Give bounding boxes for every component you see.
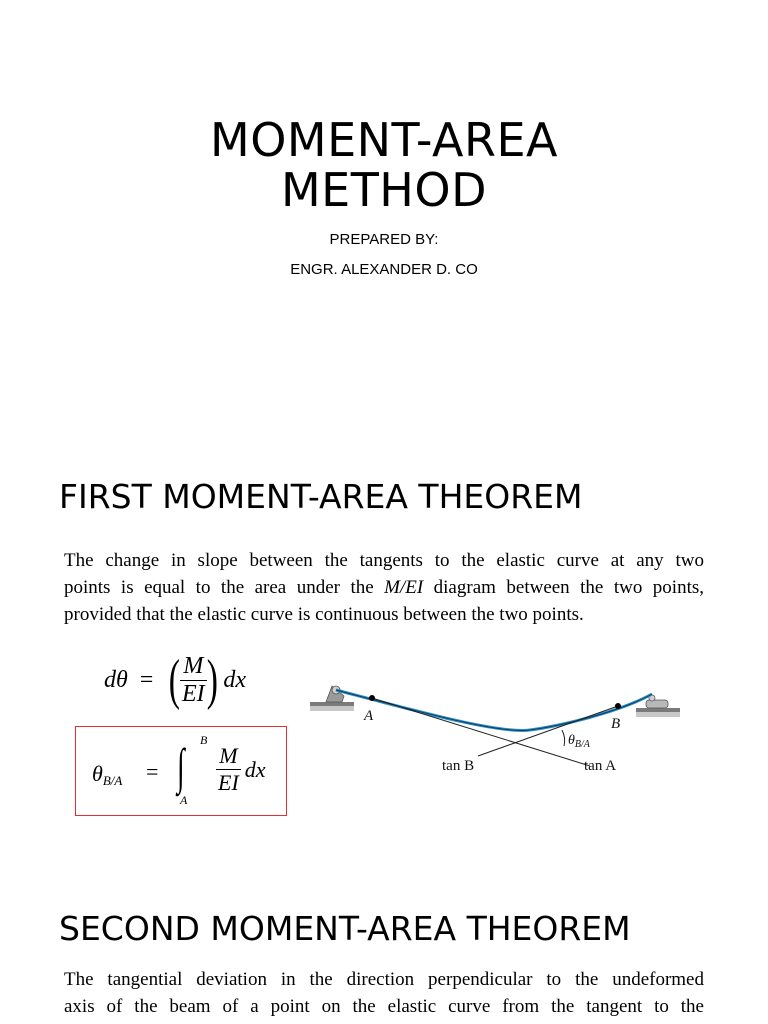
label-point-a: A: [364, 708, 374, 724]
eq2-dx: dx: [244, 756, 266, 782]
label-tan-b: tan B: [442, 758, 475, 774]
first-theorem-heading: FIRST MOMENT-AREA THEOREM: [59, 477, 583, 516]
eq2-denominator: EI: [218, 770, 239, 795]
label-point-b: B: [611, 716, 621, 732]
elastic-curve-diagram: [300, 672, 700, 792]
left-pin-support: [310, 686, 354, 711]
author-name: ENGR. ALEXANDER D. CO: [290, 261, 478, 278]
first-theorem-text: [64, 547, 704, 628]
equation-d-theta: [104, 648, 246, 712]
eq1-denominator: EI: [182, 680, 205, 707]
eq2-upper-limit: B: [200, 733, 208, 747]
label-tan-a: tan A: [584, 758, 617, 774]
tangent-line-a: [372, 698, 590, 766]
eq2-fraction: [216, 743, 241, 796]
eq2-numerator: M: [219, 743, 238, 768]
eq1-numerator: M: [183, 652, 204, 679]
first-theorem-line-3: provided that the elastic curve is continuous between the two points.: [64, 604, 584, 625]
eq1-left-paren: (: [169, 649, 181, 711]
point-a-marker: [369, 695, 375, 701]
eq1-equals: =: [139, 666, 154, 693]
second-theorem-line-2: axis of the beam of a point on the elastic curve from the tangent to the: [64, 996, 704, 1017]
tangent-line-b: [478, 706, 621, 756]
eq2-lhs: [92, 761, 122, 787]
eq1-right-paren: ): [206, 649, 218, 711]
second-theorem-line-1: The tangential deviation in the direction perpendicular to the undeformed: [64, 969, 704, 990]
label-angle: [568, 733, 591, 750]
eq2-lower-limit: A: [180, 793, 188, 807]
eq2-theta: θ: [92, 761, 103, 786]
integral-sign: ∫: [177, 738, 185, 794]
page-title-line-1: MOMENT-AREA: [210, 113, 558, 167]
elastic-curve: [336, 690, 652, 730]
angle-arc: [562, 730, 565, 746]
second-theorem-text: [64, 966, 704, 1020]
label-angle-sub: B/A: [574, 739, 590, 750]
eq2-equals: =: [146, 759, 159, 784]
highlighted-equation-box: [75, 726, 287, 816]
eq1-lhs: dθ: [104, 666, 128, 693]
first-theorem-line-2: points is equal to the area under the M/EI diagram between the two points,: [64, 577, 705, 598]
second-theorem-heading: SECOND MOMENT-AREA THEOREM: [59, 909, 631, 948]
label-angle-theta: θ: [568, 733, 575, 748]
prepared-by-label: PREPARED BY:: [329, 231, 439, 248]
eq2-integrand: [214, 743, 266, 796]
eq1-dx: dx: [223, 666, 246, 693]
first-theorem-line-1: The change in slope between the tangents to the elastic curve at any two: [64, 550, 704, 571]
page-title-line-2: METHOD: [280, 163, 488, 217]
eq2-subscript: B/A: [102, 773, 123, 788]
eq1-fraction: [180, 653, 207, 708]
point-b-marker: [615, 703, 621, 709]
